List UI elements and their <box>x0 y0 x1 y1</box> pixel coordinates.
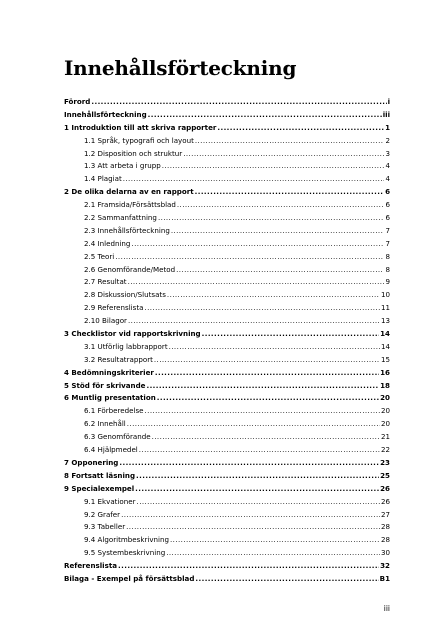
toc-entry-page: 30 <box>380 548 390 558</box>
toc-entry-page: 25 <box>380 470 390 480</box>
toc-entry-label: 2.2 Sammanfattning <box>84 213 157 223</box>
toc-dot-leader <box>158 212 385 225</box>
toc-entry-page: 20 <box>380 419 390 429</box>
toc-entry-page: 16 <box>380 367 390 377</box>
toc-entry-page: 4 <box>385 161 390 171</box>
toc-entry-label: Förord <box>64 97 91 106</box>
toc-entry-page: 1 <box>385 122 390 132</box>
toc-entry-page: 10 <box>380 290 390 300</box>
toc-dot-leader <box>119 457 379 470</box>
toc-entry-page: 6 <box>385 213 390 223</box>
toc-entry-page: 28 <box>380 535 390 545</box>
toc-dot-leader <box>91 96 386 109</box>
toc-entry[interactable] <box>64 186 390 199</box>
toc-entry[interactable] <box>64 354 390 367</box>
toc-entry-page: 6 <box>385 187 390 197</box>
toc-entry-label: 2.9 Referenslista <box>84 303 144 313</box>
toc-entry-page: 27 <box>380 509 390 519</box>
toc-entry-page: 8 <box>385 264 390 274</box>
toc-dot-leader <box>166 547 380 560</box>
toc-entry-label: 6 Muntlig presentation <box>64 393 156 403</box>
toc-entry-page: iii <box>382 109 390 119</box>
toc-entry[interactable] <box>64 560 390 573</box>
toc-entry[interactable] <box>64 534 390 547</box>
toc-dot-leader <box>177 199 385 212</box>
toc-entry[interactable] <box>64 444 390 457</box>
toc-entry-page: 20 <box>380 406 390 416</box>
toc-dot-leader <box>154 354 380 367</box>
toc-dot-leader <box>128 315 380 328</box>
toc-entry[interactable] <box>64 315 390 328</box>
toc-entry[interactable] <box>64 109 390 122</box>
toc-dot-leader <box>171 225 385 238</box>
toc-entry[interactable] <box>64 496 390 509</box>
toc-entry-page: 28 <box>380 522 390 532</box>
toc-entry[interactable] <box>64 212 390 225</box>
toc-entry-page: 3 <box>385 148 390 158</box>
toc-dot-leader <box>195 573 378 586</box>
toc-entry-label: 1.3 Att arbeta i grupp <box>84 161 161 171</box>
toc-dot-leader <box>155 367 379 380</box>
toc-entry-page: 14 <box>380 329 390 339</box>
toc-entry-label: 9.2 Grafer <box>84 509 121 519</box>
toc-entry-page: 6 <box>385 200 390 210</box>
toc-entry[interactable] <box>64 509 390 522</box>
toc-entry[interactable] <box>64 573 390 586</box>
toc-entry-label: 6.1 Förberedelse <box>84 406 144 416</box>
toc-dot-leader <box>145 405 380 418</box>
toc-entry[interactable] <box>64 276 390 289</box>
toc-dot-leader <box>118 560 379 573</box>
toc-entry[interactable] <box>64 302 390 315</box>
toc-entry-label: 2.6 Genomförande/Metod <box>84 264 176 274</box>
toc-entry-page: 11 <box>380 303 390 313</box>
toc-dot-leader <box>121 509 380 522</box>
toc-entry[interactable] <box>64 225 390 238</box>
toc-entry-label: 5 Stöd för skrivande <box>64 380 146 390</box>
toc-entry-label: 9.1 Ekvationer <box>84 496 136 506</box>
toc-entry[interactable] <box>64 405 390 418</box>
toc-entry-label: 2.4 Inledning <box>84 238 131 248</box>
toc-entry[interactable] <box>64 238 390 251</box>
toc-dot-leader <box>176 264 384 277</box>
toc-entry-page: 14 <box>380 341 390 351</box>
toc-entry-label: 9.5 Systembeskrivning <box>84 548 166 558</box>
toc-entry-page: 32 <box>380 561 390 571</box>
toc-entry-label: 7 Opponering <box>64 457 119 467</box>
toc-entry-page: 8 <box>385 251 390 261</box>
toc-entry-page: 26 <box>380 483 390 493</box>
toc-entry[interactable] <box>64 264 390 277</box>
toc-entry-label: 1.1 Språk, typografi och layout <box>84 135 194 145</box>
toc-entry[interactable] <box>64 470 390 483</box>
toc-entry[interactable] <box>64 173 390 186</box>
toc-entry-label: Referenslista <box>64 561 118 571</box>
toc-entry-label: 3 Checklistor vid rapportskrivning <box>64 329 201 339</box>
toc-entry[interactable] <box>64 251 390 264</box>
toc-entry[interactable] <box>64 148 390 161</box>
toc-entry-label: 8 Fortsatt läsning <box>64 470 136 480</box>
toc-entry-page: 23 <box>380 457 390 467</box>
toc-entry[interactable] <box>64 96 390 109</box>
toc-entry-page: B1 <box>379 573 390 583</box>
toc-entry-label: 2.10 Bilagor <box>84 316 127 326</box>
toc-entry-page: 7 <box>385 225 390 235</box>
toc-dot-leader <box>217 122 384 135</box>
toc-entry-page: 9 <box>385 277 390 287</box>
toc-dot-leader <box>157 392 379 405</box>
toc-entry-label: 2.1 Framsida/Försättsblad <box>84 200 176 210</box>
toc-entry[interactable] <box>64 457 390 470</box>
toc-entry-label: 6.2 Innehåll <box>84 419 126 429</box>
toc-entry[interactable] <box>64 341 390 354</box>
toc-dot-leader <box>152 431 380 444</box>
toc-dot-leader <box>202 328 380 341</box>
toc-entry-page: 4 <box>385 174 390 184</box>
toc-entry-label: Innehållsförteckning <box>64 109 147 119</box>
toc-entry-label: 3.2 Resultatrapport <box>84 354 153 364</box>
toc-dot-leader <box>127 418 380 431</box>
toc-dot-leader <box>126 521 380 534</box>
toc-entry[interactable] <box>64 289 390 302</box>
toc-dot-leader <box>137 496 380 509</box>
toc-entry-page: 20 <box>380 393 390 403</box>
toc-entry[interactable] <box>64 418 390 431</box>
toc-entry[interactable] <box>64 328 390 341</box>
toc-dot-leader <box>162 160 385 173</box>
toc-entry[interactable] <box>64 135 390 148</box>
page-number: iii <box>383 604 390 613</box>
toc-entry-page: 2 <box>385 135 390 145</box>
toc-entry-page: 13 <box>380 316 390 326</box>
toc-entry[interactable] <box>64 199 390 212</box>
table-of-contents <box>64 96 390 586</box>
toc-entry-page: 22 <box>380 445 390 455</box>
toc-entry-label: 9 Specialexempel <box>64 483 135 493</box>
toc-entry-label: Bilaga - Exempel på försättsblad <box>64 573 195 583</box>
toc-dot-leader <box>128 276 385 289</box>
toc-entry[interactable] <box>64 483 390 496</box>
toc-entry[interactable] <box>64 122 390 135</box>
toc-dot-leader <box>131 238 384 251</box>
toc-dot-leader <box>170 534 380 547</box>
toc-entry-label: 2 De olika delarna av en rapport <box>64 187 194 197</box>
toc-entry-page: i <box>387 97 390 106</box>
toc-entry-label: 2.5 Teori <box>84 251 115 261</box>
toc-dot-leader <box>148 109 382 122</box>
toc-dot-leader <box>139 444 380 457</box>
toc-entry-label: 3.1 Utförlig labbrapport <box>84 341 168 351</box>
toc-dot-leader <box>115 251 384 264</box>
toc-entry[interactable] <box>64 392 390 405</box>
toc-entry-label: 2.7 Resultat <box>84 277 127 287</box>
toc-dot-leader <box>146 380 379 393</box>
toc-entry-label: 2.8 Diskussion/Slutsats <box>84 290 166 300</box>
toc-entry[interactable] <box>64 367 390 380</box>
toc-entry-label: 6.3 Genomförande <box>84 432 151 442</box>
toc-entry-page: 7 <box>385 238 390 248</box>
toc-entry[interactable] <box>64 547 390 560</box>
toc-entry-label: 1.4 Plagiat <box>84 174 122 184</box>
toc-entry[interactable] <box>64 380 390 393</box>
toc-entry-label: 1 Introduktion till att skriva rapporter <box>64 122 217 132</box>
page-title: Innehållsförteckning <box>64 56 297 80</box>
toc-entry-label: 9.3 Tabeller <box>84 522 126 532</box>
toc-entry-page: 15 <box>380 354 390 364</box>
toc-dot-leader <box>195 135 385 148</box>
toc-entry-label: 9.4 Algoritmbeskrivning <box>84 535 170 545</box>
toc-dot-leader <box>195 186 384 199</box>
toc-dot-leader <box>183 148 384 161</box>
toc-dot-leader <box>123 173 385 186</box>
toc-entry-page: 21 <box>380 432 390 442</box>
toc-dot-leader <box>169 341 380 354</box>
toc-dot-leader <box>167 289 380 302</box>
toc-entry-label: 1.2 Disposition och struktur <box>84 148 183 158</box>
toc-entry-label: 4 Bedömningskriterier <box>64 367 154 377</box>
toc-dot-leader <box>144 302 380 315</box>
toc-entry[interactable] <box>64 521 390 534</box>
toc-entry-label: 2.3 Innehållsförteckning <box>84 225 170 235</box>
toc-entry-page: 26 <box>380 496 390 506</box>
toc-entry-label: 6.4 Hjälpmedel <box>84 445 138 455</box>
toc-entry-page: 18 <box>380 380 390 390</box>
toc-dot-leader <box>136 470 379 483</box>
toc-dot-leader <box>135 483 379 496</box>
toc-entry[interactable] <box>64 160 390 173</box>
toc-entry[interactable] <box>64 431 390 444</box>
